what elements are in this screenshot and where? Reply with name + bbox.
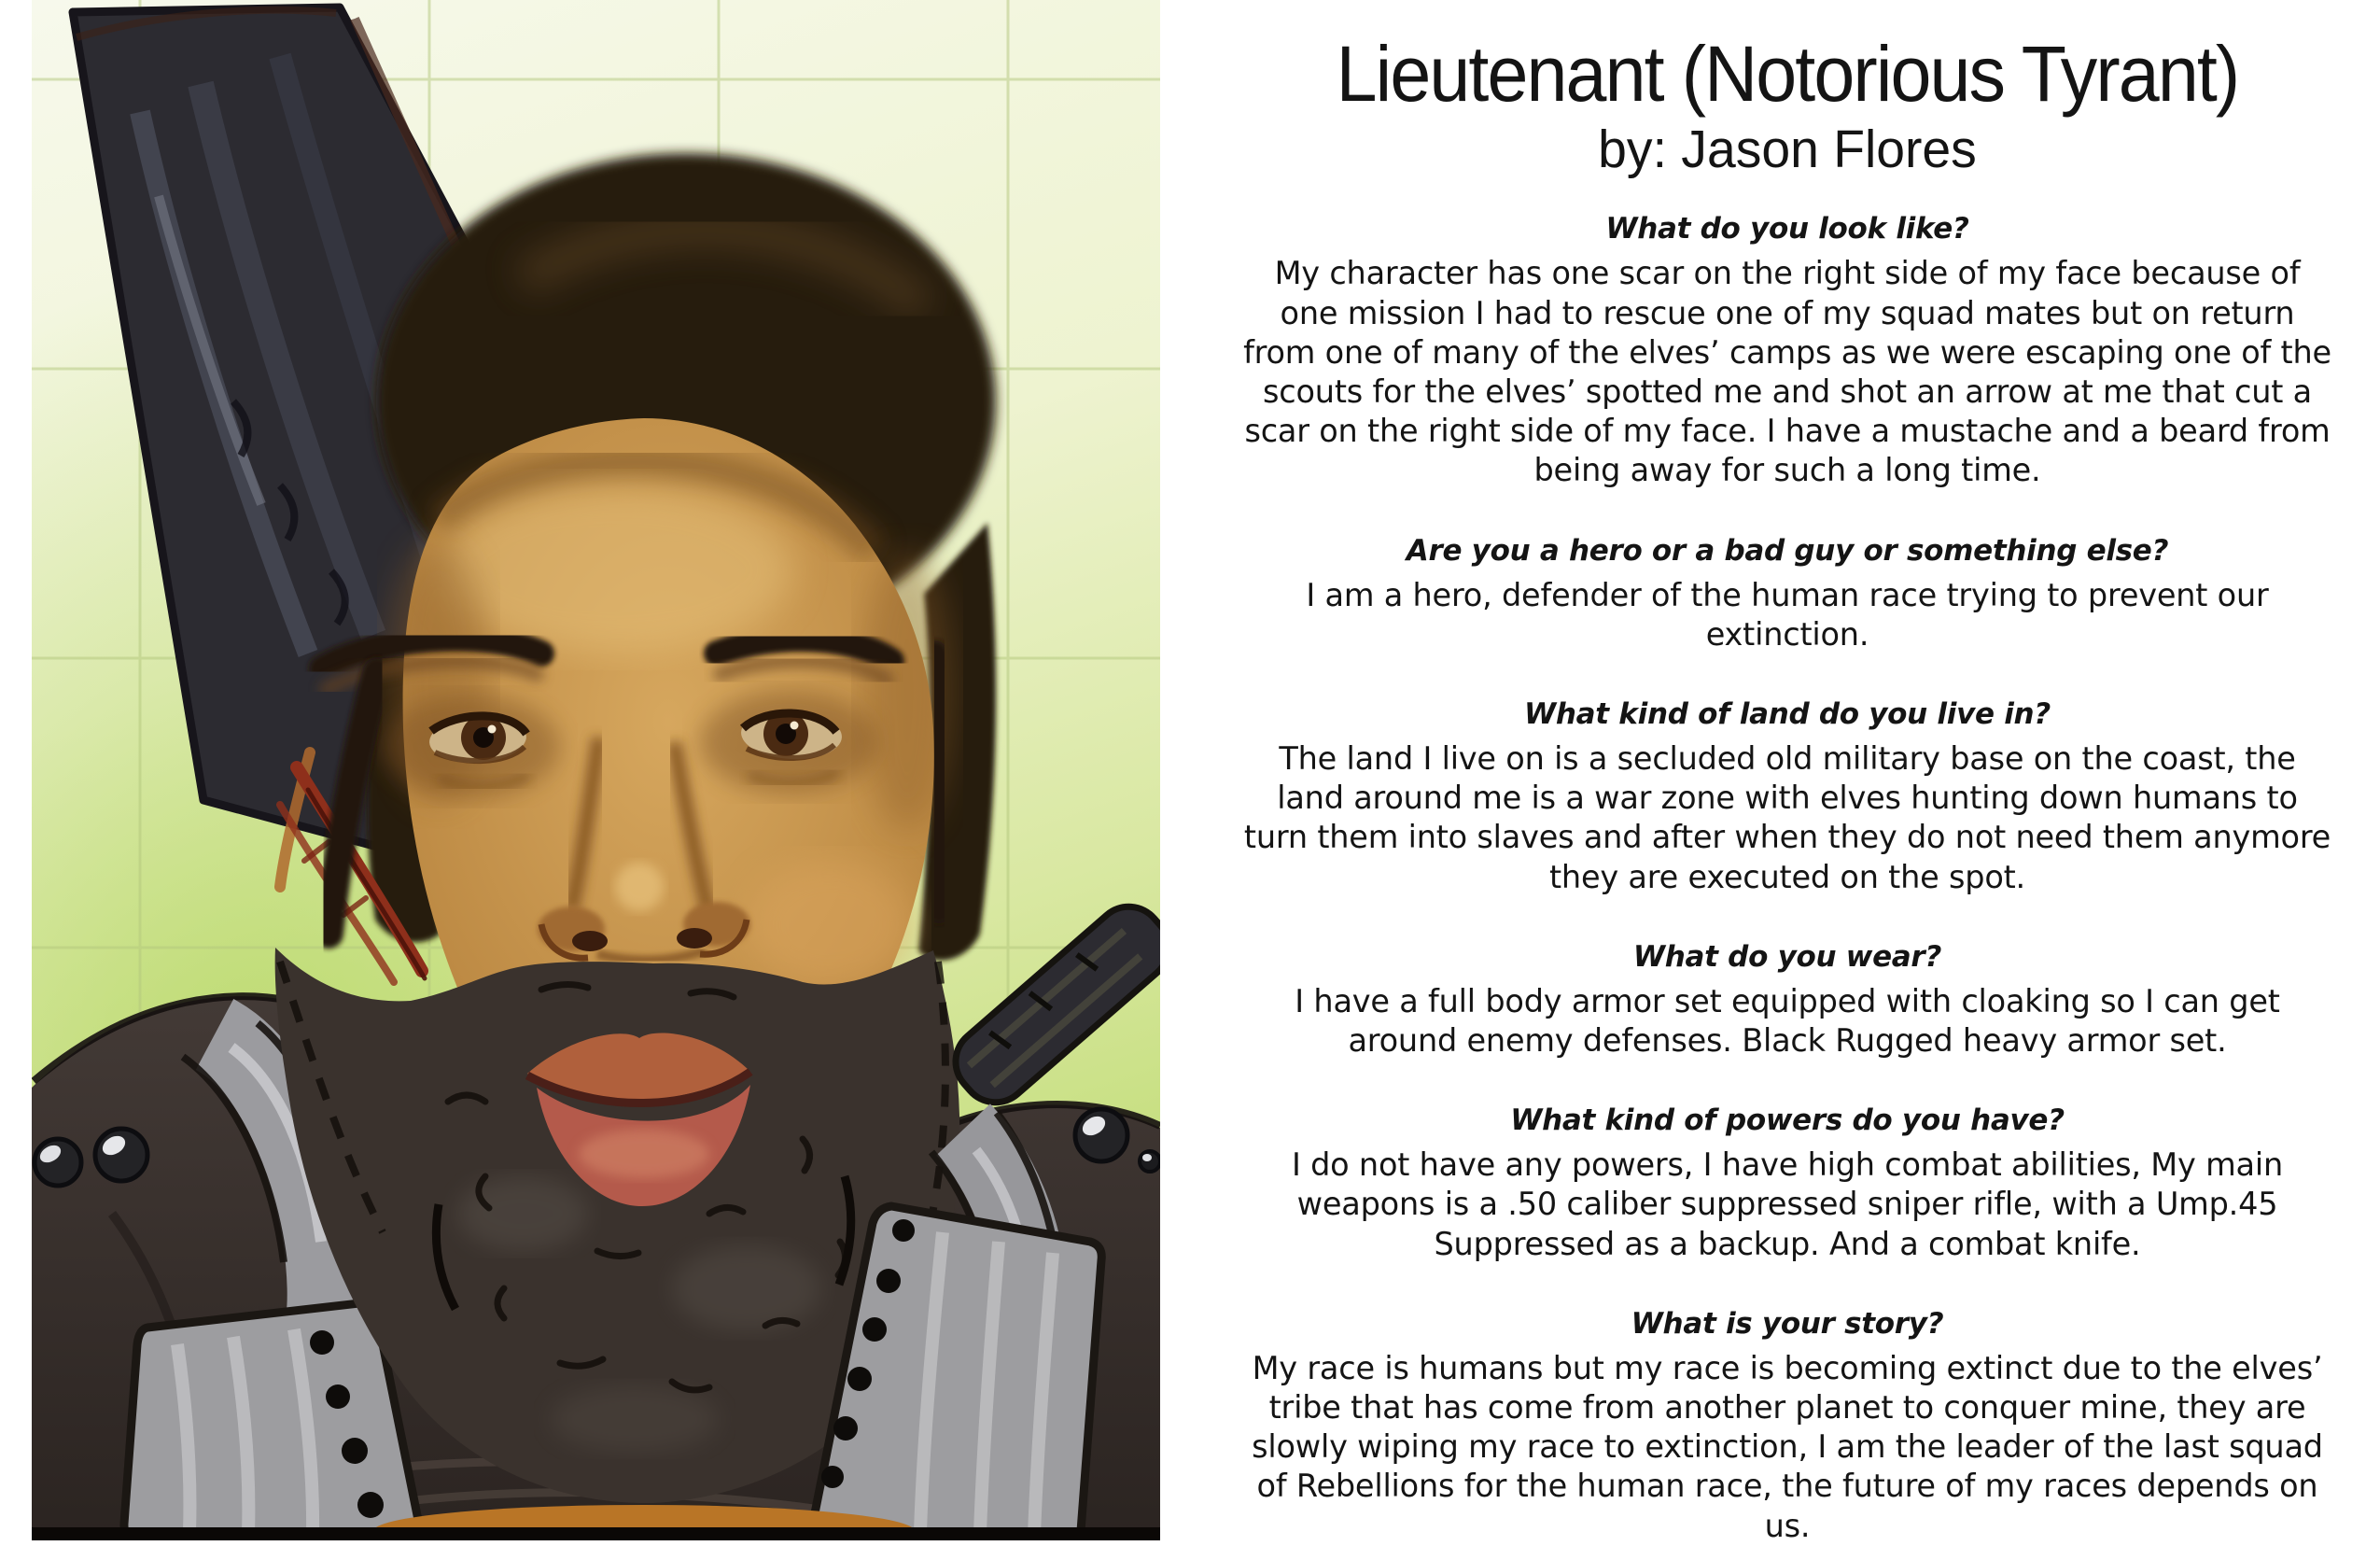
qa-section — [1241, 697, 2333, 897]
qa-section — [1241, 1307, 2333, 1546]
photo-bottom-strip — [32, 1527, 1160, 1540]
answer-text: My race is humans but my race is becoming extinct due to the elves’ tribe that has come from another planet to conquer mine, they are slowly wiping my race to extinction, I am the leader of the last squad of Rebellions for the human race, the future of my races depends on us. — [1252, 1349, 2323, 1544]
rivet — [95, 1129, 147, 1181]
question-text: What kind of land do you live in? — [1524, 696, 2051, 731]
character-profile-text — [1223, 0, 2352, 1544]
rivet — [1075, 1109, 1127, 1161]
answer-text: I have a full body armor set equipped with cloaking so I can get around enemy defenses. Black Rugged heavy armor set. — [1295, 982, 2280, 1059]
answer-text: My character has one scar on the right side of my face because of one mission I had to rescue one of my squad mates but on return from one of many of the elves’ camps as we were escaping one of the scouts for the elves’ spotted me and shot an arrow at me that cut a scar on the right side of my face. I have a mustache and a beard from being away for such a long time. — [1243, 255, 2331, 489]
answer-text: I do not have any powers, I have high combat abilities, My main weapons is a .50 caliber suppressed sniper rifle, with a Ump.45 Suppressed as a backup. And a combat knife. — [1291, 1146, 2283, 1262]
answer-text: The land I live on is a secluded old military base on the coast, the land around me is a war zone with elves hunting down humans to turn them into slaves and after when they do not need them anymore they are executed on the spot. — [1243, 739, 2331, 895]
question-text: What do you look like? — [1605, 212, 1969, 246]
qa-section — [1241, 1103, 2333, 1264]
question-text: Are you a hero or a bad guy or something else? — [1406, 533, 2169, 568]
byline: by: Jason Flores — [1598, 119, 1977, 180]
question-text: What kind of powers do you have? — [1510, 1103, 2065, 1138]
page-title: Lieutenant (Notorious Tyrant) — [1336, 30, 2239, 118]
qa-sections — [1241, 212, 2333, 1545]
qa-section — [1241, 534, 2333, 654]
qa-section — [1241, 212, 2333, 490]
rivet — [35, 1139, 81, 1186]
question-text: What do you wear? — [1632, 939, 1942, 974]
qa-section — [1241, 940, 2333, 1061]
question-text: What is your story? — [1631, 1306, 1944, 1341]
answer-text: I am a hero, defender of the human race trying to prevent our extinction. — [1306, 576, 2269, 653]
